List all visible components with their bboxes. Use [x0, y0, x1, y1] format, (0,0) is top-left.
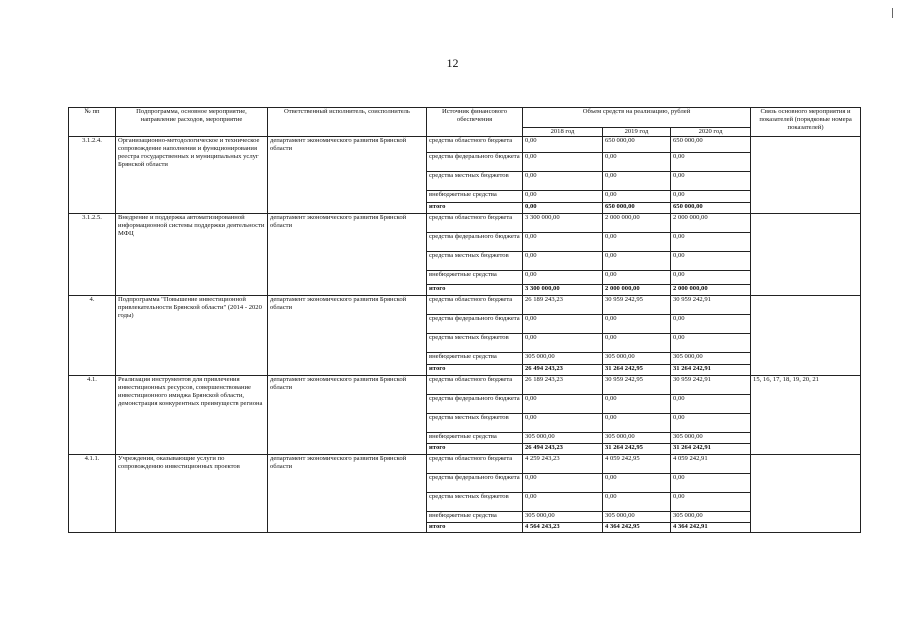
source-label: средства местных бюджетов: [427, 252, 523, 271]
value-2018: 0,00: [523, 252, 603, 271]
value-2018: 0,00: [523, 153, 603, 172]
header-row: [69, 108, 861, 128]
value-2018: 0,00: [523, 271, 603, 285]
row-number: 3.1.2.5.: [69, 214, 116, 296]
value-2020: 31 264 242,91: [671, 365, 751, 376]
value-2020: 0,00: [671, 153, 751, 172]
value-2018: 3 300 000,00: [523, 214, 603, 233]
executor-name: департамент экономического развития Брянской области: [268, 455, 427, 533]
page-number: 12: [446, 56, 459, 70]
value-2019: 0,00: [603, 233, 671, 252]
row-number: 4.1.: [69, 376, 116, 455]
value-2020: 0,00: [671, 334, 751, 353]
value-2018: 0,00: [523, 493, 603, 512]
program-name: Учреждения, оказывающие услуги по сопровождению инвестиционных проектов: [116, 455, 268, 533]
budget-table: [68, 107, 861, 533]
value-2019: 305 000,00: [603, 433, 671, 444]
value-2018: 0,00: [523, 395, 603, 414]
value-2019: 0,00: [603, 252, 671, 271]
value-2019: 2 000 000,00: [603, 214, 671, 233]
value-2019: 4 364 242,95: [603, 523, 671, 533]
value-2018: 0,00: [523, 474, 603, 493]
value-2020: 0,00: [671, 474, 751, 493]
value-2019: 650 000,00: [603, 137, 671, 153]
value-2019: 0,00: [603, 414, 671, 433]
header-source: Источник финансового обеспечения: [427, 108, 523, 137]
indicator-link: [751, 296, 861, 376]
value-2018: 0,00: [523, 203, 603, 214]
source-label: средства областного бюджета: [427, 296, 523, 315]
header-link: Связь основного мероприятия и показателей (порядковые номера показателей): [751, 108, 861, 137]
value-2018: 0,00: [523, 191, 603, 203]
value-2018: 26 494 243,23: [523, 365, 603, 376]
table-row: [69, 376, 861, 395]
value-2019: 0,00: [603, 191, 671, 203]
program-name: Подпрограмма "Повышение инвестиционной привлекательности Брянской области" (2014 - 2020 годы): [116, 296, 268, 376]
indicator-link: 15, 16, 17, 18, 19, 20, 21: [751, 376, 861, 455]
executor-name: департамент экономического развития Брянской области: [268, 214, 427, 296]
value-2019: 31 264 242,95: [603, 444, 671, 455]
source-label: средства областного бюджета: [427, 137, 523, 153]
value-2018: 305 000,00: [523, 512, 603, 523]
value-2020: 31 264 242,91: [671, 444, 751, 455]
value-2018: 4 259 243,23: [523, 455, 603, 474]
source-label: средства федерального бюджета: [427, 315, 523, 334]
value-2020: 650 000,00: [671, 137, 751, 153]
source-label: средства федерального бюджета: [427, 474, 523, 493]
row-number: 4.: [69, 296, 116, 376]
value-2019: 0,00: [603, 172, 671, 191]
value-2019: 0,00: [603, 395, 671, 414]
value-2018: 3 300 000,00: [523, 285, 603, 296]
value-2020: 305 000,00: [671, 433, 751, 444]
executor-name: департамент экономического развития Брянской области: [268, 376, 427, 455]
corner-mark: [892, 8, 893, 18]
value-2018: 26 189 243,23: [523, 296, 603, 315]
source-label: внебюджетные средства: [427, 191, 523, 203]
value-2020: 4 364 242,91: [671, 523, 751, 533]
program-name: Организационно-методологическое и техническое сопровождение наполнения и функционирования реестра государственных и муниципальных услуг Брянской области: [116, 137, 268, 214]
value-2020: 0,00: [671, 233, 751, 252]
value-2019: 30 959 242,95: [603, 296, 671, 315]
value-2018: 305 000,00: [523, 353, 603, 365]
value-2020: 0,00: [671, 493, 751, 512]
value-2018: 0,00: [523, 334, 603, 353]
table-row: [69, 455, 861, 474]
value-2018: 0,00: [523, 172, 603, 191]
value-2020: 0,00: [671, 395, 751, 414]
header-year-2019: 2019 год: [603, 128, 671, 137]
source-label: внебюджетные средства: [427, 512, 523, 523]
value-2019: 305 000,00: [603, 512, 671, 523]
value-2020: 0,00: [671, 271, 751, 285]
source-label: средства местных бюджетов: [427, 334, 523, 353]
indicator-link: [751, 137, 861, 214]
source-label: итого: [427, 444, 523, 455]
value-2019: 0,00: [603, 153, 671, 172]
header-year-2020: 2020 год: [671, 128, 751, 137]
value-2019: 0,00: [603, 474, 671, 493]
source-label: внебюджетные средства: [427, 433, 523, 444]
value-2018: 0,00: [523, 137, 603, 153]
value-2020: 0,00: [671, 172, 751, 191]
value-2020: 2 000 000,00: [671, 214, 751, 233]
source-label: средства федерального бюджета: [427, 395, 523, 414]
value-2019: 0,00: [603, 334, 671, 353]
source-label: итого: [427, 285, 523, 296]
source-label: средства областного бюджета: [427, 214, 523, 233]
value-2020: 0,00: [671, 252, 751, 271]
source-label: итого: [427, 203, 523, 214]
value-2019: 0,00: [603, 493, 671, 512]
value-2019: 0,00: [603, 315, 671, 334]
value-2020: 305 000,00: [671, 353, 751, 365]
value-2020: 0,00: [671, 414, 751, 433]
value-2019: 31 264 242,95: [603, 365, 671, 376]
value-2018: 0,00: [523, 414, 603, 433]
value-2020: 30 959 242,91: [671, 376, 751, 395]
value-2018: 4 564 243,23: [523, 523, 603, 533]
value-2020: 0,00: [671, 191, 751, 203]
value-2020: 305 000,00: [671, 512, 751, 523]
executor-name: департамент экономического развития Брянской области: [268, 137, 427, 214]
source-label: средства местных бюджетов: [427, 414, 523, 433]
header-executor: Ответственный исполнитель, соисполнитель: [268, 108, 427, 137]
indicator-link: [751, 214, 861, 296]
value-2020: 0,00: [671, 315, 751, 334]
value-2019: 0,00: [603, 271, 671, 285]
source-label: средства федерального бюджета: [427, 153, 523, 172]
source-label: итого: [427, 523, 523, 533]
source-label: средства областного бюджета: [427, 376, 523, 395]
header-year-2018: 2018 год: [523, 128, 603, 137]
table-row: [69, 296, 861, 315]
header-volume: Объем средств на реализацию, рублей: [523, 108, 751, 128]
value-2018: 0,00: [523, 315, 603, 334]
value-2018: 0,00: [523, 233, 603, 252]
table-row: [69, 137, 861, 153]
value-2018: 26 189 243,23: [523, 376, 603, 395]
header-program: Подпрограмма, основное мероприятие, направление расходов, мероприятие: [116, 108, 268, 137]
executor-name: департамент экономического развития Брянской области: [268, 296, 427, 376]
value-2020: 2 000 000,00: [671, 285, 751, 296]
value-2020: 30 959 242,91: [671, 296, 751, 315]
value-2020: 4 059 242,91: [671, 455, 751, 474]
table-row: [69, 214, 861, 233]
value-2019: 30 959 242,95: [603, 376, 671, 395]
value-2019: 305 000,00: [603, 353, 671, 365]
source-label: внебюджетные средства: [427, 353, 523, 365]
program-name: Внедрение и поддержка автоматизированной информационной системы поддержки деятельности МФЦ: [116, 214, 268, 296]
program-name: Реализация инструментов для привлечения инвестиционных ресурсов, совершенствование инвестиционного имиджа Брянской области, демонстрация конкурентных преимуществ региона: [116, 376, 268, 455]
indicator-link: [751, 455, 861, 533]
value-2020: 650 000,00: [671, 203, 751, 214]
value-2019: 4 059 242,95: [603, 455, 671, 474]
row-number: 3.1.2.4.: [69, 137, 116, 214]
row-number: 4.1.1.: [69, 455, 116, 533]
source-label: внебюджетные средства: [427, 271, 523, 285]
source-label: средства областного бюджета: [427, 455, 523, 474]
value-2019: 650 000,00: [603, 203, 671, 214]
source-label: итого: [427, 365, 523, 376]
header-num: № пп: [69, 108, 116, 137]
source-label: средства федерального бюджета: [427, 233, 523, 252]
value-2019: 2 000 000,00: [603, 285, 671, 296]
source-label: средства местных бюджетов: [427, 493, 523, 512]
source-label: средства местных бюджетов: [427, 172, 523, 191]
table-body: [69, 137, 861, 533]
value-2018: 26 494 243,23: [523, 444, 603, 455]
value-2018: 305 000,00: [523, 433, 603, 444]
